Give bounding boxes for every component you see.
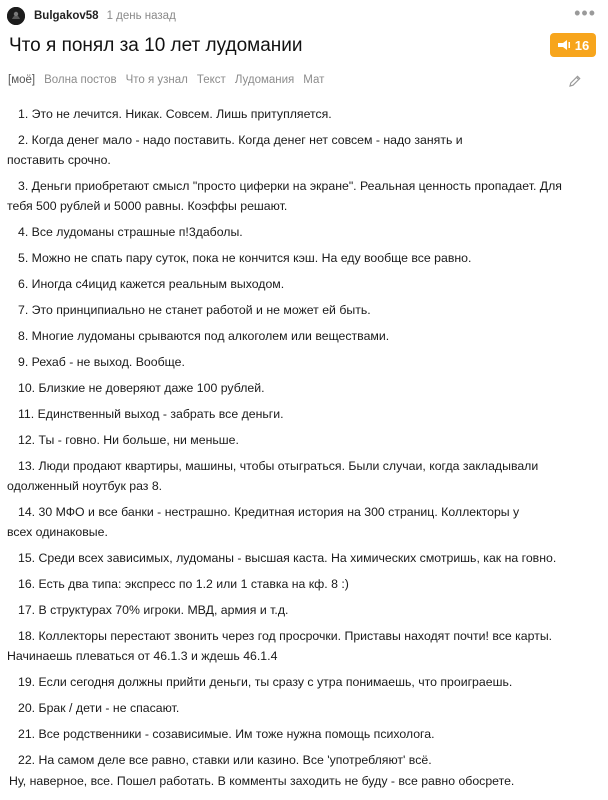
list-item: 7. Это принципиально не станет работой и не может ей быть.	[18, 303, 371, 317]
list-item: 15. Среди всех зависимых, лудоманы - высшая каста. На химических смотришь, как на говно.	[18, 551, 557, 565]
list-item: 12. Ты - говно. Ни больше, ни меньше.	[18, 433, 239, 447]
tag-list	[8, 74, 333, 86]
list-item-continuation: поставить срочно.	[7, 153, 111, 167]
tag-item[interactable]: Лудомания	[234, 74, 295, 86]
avatar-icon	[7, 7, 25, 25]
list-item: 9. Рехаб - не выход. Вообще.	[18, 355, 185, 369]
list-item-continuation: всех одинаковые.	[7, 525, 108, 539]
post-header	[7, 5, 176, 27]
list-item: 20. Брак / дети - не спасают.	[18, 701, 180, 715]
more-icon[interactable]: •••	[574, 3, 596, 23]
edit-icon[interactable]	[568, 74, 582, 93]
list-item: 17. В структурах 70% игроки. МВД, армия и т.д.	[18, 603, 289, 617]
list-item: 14. 30 МФО и все банки - нестрашно. Кредитная история на 300 страниц. Коллекторы у	[18, 505, 520, 519]
list-item: 1. Это не лечится. Никак. Совсем. Лишь притупляется.	[18, 107, 332, 121]
tag-item[interactable]: Что я узнал	[125, 74, 188, 86]
list-item: 22. На самом деле все равно, ставки или казино. Все 'употребляют' всё.	[18, 753, 432, 767]
post-title[interactable]: Что я понял за 10 лет лудомании	[9, 35, 303, 56]
list-item: 16. Есть два типа: экспресс по 1.2 или 1 ставка на кф. 8 :)	[18, 577, 349, 591]
list-item: 3. Деньги приобретают смысл "просто циферки на экране". Реальная ценность пропадает. Для	[18, 179, 562, 193]
tag-item[interactable]: [моё]	[8, 74, 36, 86]
list-item-continuation: одолженный ноутбук раз 8.	[7, 479, 163, 493]
list-item: 8. Многие лудоманы срываются под алкоголем или веществами.	[18, 329, 390, 343]
author-name[interactable]: Bulgakov58	[34, 10, 99, 22]
rating-value: 16	[574, 37, 590, 53]
tag-item[interactable]: Текст	[196, 74, 226, 86]
avatar[interactable]	[7, 7, 25, 25]
tag-item[interactable]: Мат	[303, 74, 325, 86]
rating-icon	[557, 39, 571, 51]
list-item: 21. Все родственники - созависимые. Им тоже нужна помощь психолога.	[18, 727, 435, 741]
list-item: 10. Близкие не доверяют даже 100 рублей.	[18, 381, 265, 395]
tag-item[interactable]: Волна постов	[44, 74, 117, 86]
list-item: 11. Единственный выход - забрать все деньги.	[18, 407, 284, 421]
list-item: 2. Когда денег мало - надо поставить. Когда денег нет совсем - надо занять и	[18, 133, 463, 147]
post-body-list	[7, 104, 600, 770]
list-item: 18. Коллекторы перестают звонить через год просрочки. Приставы находят почти! все карты.	[18, 629, 553, 643]
list-item: 5. Можно не спать пару суток, пока не кончится кэш. На еду вообще все равно.	[18, 251, 472, 265]
list-item: 6. Иногда с4ицид кажется реальным выходом.	[18, 277, 285, 291]
post-time: 1 день назад	[106, 10, 176, 22]
list-item: 19. Если сегодня должны прийти деньги, ты сразу с утра понимаешь, что проиграешь.	[18, 675, 513, 689]
post-footer-text: Ну, наверное, все. Пошел работать. В комменты заходить не буду - все равно обосрете.	[9, 774, 515, 788]
rating-badge[interactable]	[550, 33, 596, 57]
list-item: 13. Люди продают квартиры, машины, чтобы отыграться. Были случаи, когда закладывали	[18, 459, 539, 473]
list-item: 4. Все лудоманы страшные п!3даболы.	[18, 225, 243, 239]
list-item-continuation: Начинаешь плеваться от 46.1.3 и ждешь 46.1.4	[7, 649, 278, 663]
list-item-continuation: тебя 500 рублей и 5000 равны. Коэффы решают.	[7, 199, 288, 213]
